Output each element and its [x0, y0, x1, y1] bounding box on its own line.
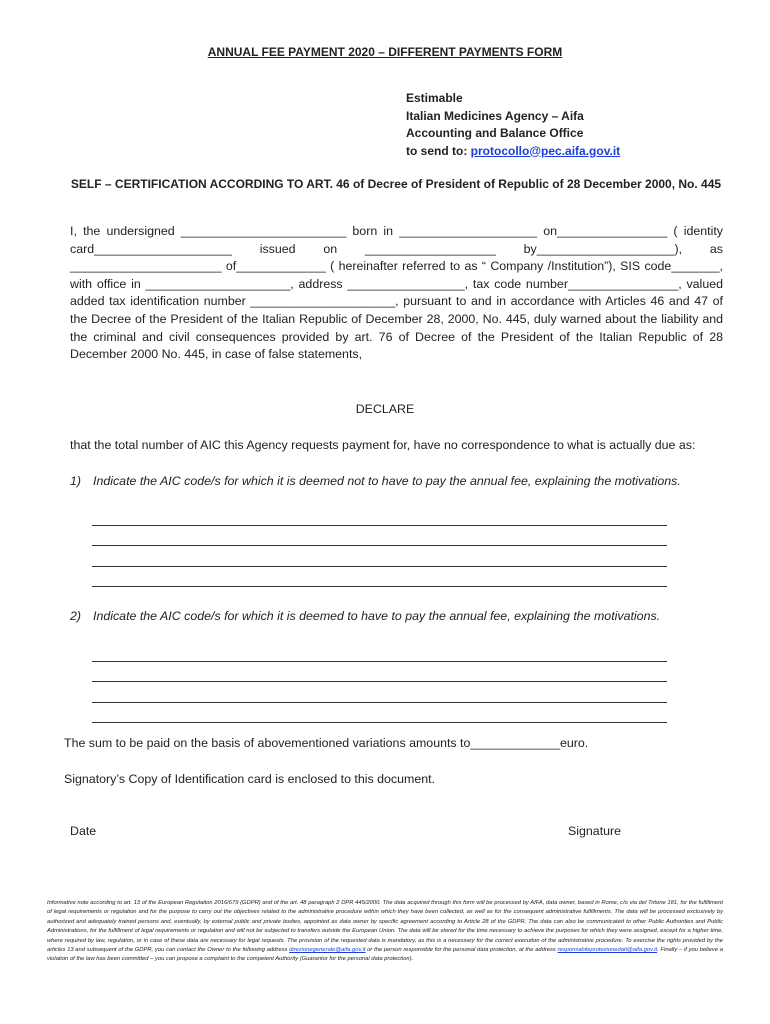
privacy-notice: [47, 899, 723, 965]
page-title: ANNUAL FEE PAYMENT 2020 – DIFFERENT PAYMENTS FORM: [207, 45, 563, 59]
address-line-1: Estimable: [406, 91, 463, 105]
list-item-2: [70, 606, 723, 626]
email-link[interactable]: protocollo@pec.aifa.gov.it: [470, 143, 621, 158]
privacy-text-2: or the person responsible for the personal data protection, at the address: [365, 947, 558, 954]
answer-line[interactable]: [92, 505, 667, 526]
sum-statement: The sum to be paid on the basis of abovementioned variations amounts to_____________euro.: [64, 736, 589, 750]
privacy-text-3: . Finally – if you believe a violation of the law has been committed – you can propose a complaint to the competent Authority (Guarantor for the personal data protection).: [47, 947, 723, 963]
recipient-address: [406, 90, 620, 160]
declaration-body: I, the undersigned ________________________ born in ____________________ on________________ ( identity card____________________ issued on ___________________ by____________________), as ______________________ of_____________ ( hereinafter referred to as “ Company /Institution”), SIS code_______, with office in _____________________, address _________________, tax code number________________, valued added tax identification number _____________________, pursuant to and in accordance with Articles 46 and 47 of the Decree of the President of the Italian Republic of December 28, 2000, No. 445, duly warned about the liability and the criminal and civil consequences provided by art. 76 of Decree of the President of the Italian Republic of 28 December 2000 No. 445, in case of false statements,: [70, 224, 723, 362]
answer-line[interactable]: [92, 703, 667, 724]
privacy-link-1[interactable]: direzionegenerale@aifa.gov.it: [289, 947, 366, 954]
privacy-link-2[interactable]: responsabileprotezionedati@aifa.gov.it: [557, 947, 658, 954]
item-number: 2): [70, 609, 82, 623]
list-item-1: [70, 471, 723, 491]
address-line-3: Accounting and Balance Office: [406, 126, 584, 140]
answer-line[interactable]: [92, 682, 667, 703]
declare-heading: DECLARE: [355, 402, 415, 416]
answer-line[interactable]: [92, 546, 667, 567]
self-certification-heading: SELF – CERTIFICATION ACCORDING TO ART. 46 of Decree of President of Republic of 28 December 2000, No. 445: [70, 177, 722, 191]
answer-line[interactable]: [92, 641, 667, 662]
id-copy-statement: Signatory’s Copy of Identification card is enclosed to this document.: [64, 772, 436, 786]
address-line-2: Italian Medicines Agency – Aifa: [406, 108, 584, 123]
date-label: Date: [70, 824, 97, 838]
declare-intro: that the total number of AIC this Agency requests payment for, have no correspondence to what is actually due as:: [70, 438, 696, 452]
send-label: to send to:: [406, 143, 471, 158]
answer-line[interactable]: [92, 567, 667, 588]
item-text: Indicate the AIC code/s for which it is deemed to have to pay the annual fee, explaining the motivations.: [93, 609, 661, 623]
item-text: Indicate the AIC code/s for which it is deemed not to have to pay the annual fee, explaining the motivations.: [93, 474, 681, 488]
answer-line[interactable]: [92, 662, 667, 683]
privacy-text-1: Informative note according to art. 13 of the European Regulation 2016/679 (GDPR) and of the art. 48 paragraph 2 DPR 445/2000. The data acquired through this form will be processed by AIFA, data owner, based in Rome, c/o via del Tritone 181, for the fulfillment of legal requirements or regulation and for the purpose to carry out the objectives related to the administrative procedure within which they have been collected, as well as for the consequent administrative fulfillments. The data will be processed exclusively by authorized and adequately trained persons and, eventually, by external public and private bodies, appointed as data owner by specific agreement according to Article 28 of the GDPR. The data can also be communicated to other Public Authorities and Public Administrations, for the fulfillment of legal requirements or regulation and will not be subjected to transfers outside the European Union. The data will be stored for the time necessary to achieve the purposes for which they were assigned, except for a higher time, where required by law, regulation, or in case of these data are necessary for legal requests. The provision of the requested data is mandatory, as this is a necessary for the correct execution of the administrative procedure. To exercise the rights provided by the articles 13 and subsequent of the GDPR, you can contact the Owner to the following address: [47, 900, 723, 954]
item-number: 1): [70, 474, 82, 488]
answer-line[interactable]: [92, 526, 667, 547]
answer-lines-1[interactable]: [92, 505, 667, 587]
signature-label: Signature: [568, 824, 622, 838]
answer-lines-2[interactable]: [92, 641, 667, 723]
address-send-line: [406, 143, 620, 161]
